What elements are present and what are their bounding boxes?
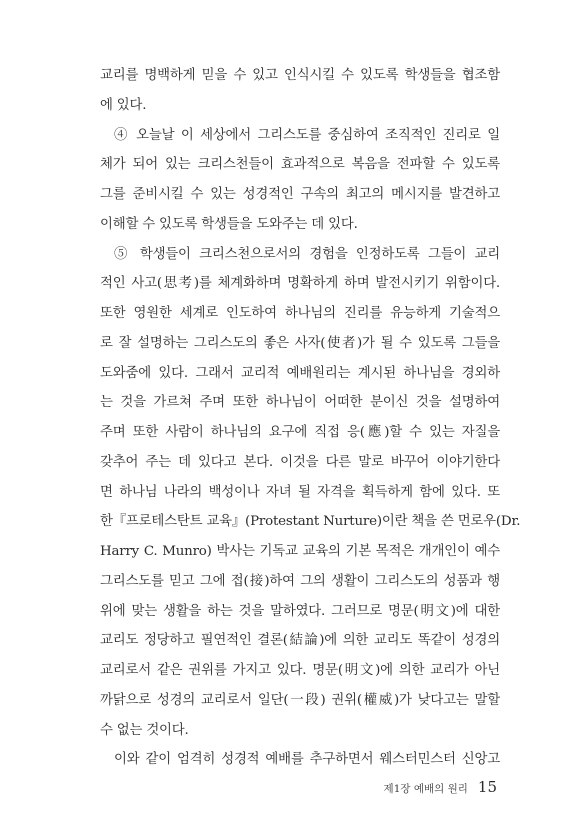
page-number: 15 — [477, 778, 497, 796]
text-line: 는 것을 가르쳐 주며 또한 하나님이 어떠한 분이신 것을 설명하여 — [100, 395, 500, 411]
text-line: 한『프로테스탄트 교육』(Protestant Nurture)이란 책을 쓴 먼로우(Dr. — [100, 514, 521, 530]
text-line: 주며 또한 사람이 하나님의 요구에 직접 응(應)할 수 있는 자질을 — [100, 425, 500, 440]
text-line: 면 하나님 나라의 백성이나 자녀 될 자격을 획득하게 함에 있다. 또 — [100, 484, 500, 500]
text-line: 교리를 명백하게 믿을 수 있고 인식시킬 수 있도록 학생들을 협조함 — [100, 68, 500, 83]
running-footer-chapter: 제1장 예배의 원리 — [383, 783, 468, 795]
body-text — [100, 61, 521, 775]
text-line: 교리도 정당하고 필연적인 결론(結論)에 의한 교리도 똑같이 성경의 — [100, 633, 500, 649]
text-line: 이와 같이 엄격히 성경적 예배를 추구하면서 웨스터민스터 신앙고 — [114, 752, 500, 768]
text-line: 에 있다. — [100, 97, 147, 113]
text-line: 갖추어 주는 데 있다고 본다. 이것을 다른 말로 바꾸어 이야기한다 — [100, 454, 500, 470]
text-line: 까닭으로 성경의 교리로서 일단(一段) 권위(權威)가 낮다고는 말할 — [100, 692, 500, 708]
text-line: 로 잘 설명하는 그리스도의 좋은 사자(使者)가 될 수 있도록 그들을 — [100, 335, 500, 351]
text-line: 수 없는 것이다. — [100, 722, 189, 738]
text-line: 체가 되어 있는 크리스천들이 효과적으로 복음을 전파할 수 있도록 — [100, 157, 500, 173]
text-line: ⑤ 학생들이 크리스천으로서의 경험을 인정하도록 그들이 교리 — [114, 246, 500, 262]
text-line: Harry C. Munro) 박사는 기독교 교육의 기본 목적은 개개인이 예수 — [100, 544, 500, 559]
text-line: 교리로서 같은 권위를 가지고 있다. 명문(明文)에 의한 교리가 아닌 — [100, 663, 500, 678]
text-line: 적인 사고(思考)를 체계화하며 명확하게 하며 발전시키기 위함이다. — [100, 276, 500, 292]
text-line: 그를 준비시킬 수 있는 성경적인 구속의 최고의 메시지를 발견하고 — [100, 187, 500, 202]
text-line: 이해할 수 있도록 학생들을 도와주는 데 있다. — [100, 216, 358, 232]
text-line: 위에 맞는 생활을 하는 것을 말하였다. 그러므로 명문(明文)에 대한 — [100, 603, 500, 619]
text-line: 도와줌에 있다. 그래서 교리적 예배원리는 계시된 하나님을 경외하 — [100, 365, 500, 381]
text-line: ④ 오늘날 이 세상에서 그리스도를 중심하여 조직적인 진리로 일 — [114, 127, 500, 143]
text-line: 그리스도를 믿고 그에 접(接)하여 그의 생활이 그리스도의 성품과 행 — [100, 573, 500, 589]
text-line: 또한 영원한 세계로 인도하여 하나님의 진리를 유능하게 기술적으 — [100, 306, 500, 321]
page-footer — [384, 778, 497, 796]
